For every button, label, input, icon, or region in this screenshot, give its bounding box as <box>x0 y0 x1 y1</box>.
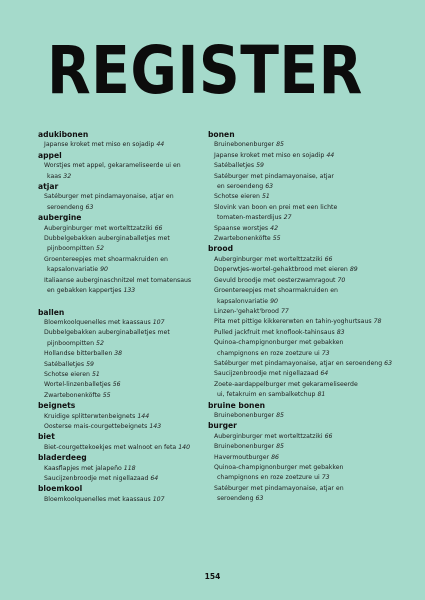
index-entry <box>38 422 216 432</box>
index-entry <box>38 244 216 254</box>
entry-text: Saucijzenbroodje met nigellazaad <box>44 475 149 482</box>
entry-page-number: 52 <box>96 339 104 347</box>
entry-text: Quinoa-champignonburger met gebakken <box>214 339 344 347</box>
entry-text: Pita met pittige kikkererwten en tahin-yoghurtsaus <box>214 318 372 326</box>
entry-text: Pulled jackfruit met knoflook-tahinsaus <box>214 328 335 336</box>
page-title: REGISTER <box>47 32 363 109</box>
entry-page-number: 42 <box>270 224 279 232</box>
index-entry <box>208 338 398 348</box>
index-entry <box>208 265 398 275</box>
index-heading: atjar <box>38 182 59 192</box>
index-entry <box>38 339 216 349</box>
index-entry <box>38 380 216 390</box>
entry-page-number: 55 <box>272 235 281 243</box>
index-entry <box>38 276 216 286</box>
entry-page-number: 66 <box>154 224 163 232</box>
index-heading: beignets <box>38 401 76 411</box>
entry-text: Biet-courgettekoekjes met walnoot en feta <box>44 443 177 451</box>
index-entry <box>208 234 398 244</box>
entry-page-number: 66 <box>324 255 333 263</box>
index-entry <box>38 443 216 453</box>
entry-text: Japanse kroket met miso en sojadip <box>214 151 325 159</box>
entry-page-number: 85 <box>276 411 284 419</box>
index-section <box>38 308 216 402</box>
entry-text: Linzen-'gehakt'brood <box>214 307 279 315</box>
index-entry <box>208 140 398 150</box>
entry-text: Auberginburger met wortelttzatziki <box>214 255 323 263</box>
index-section <box>208 130 398 244</box>
entry-text: Quinoa-champignonburger met gebakken <box>214 464 344 471</box>
index-section <box>38 151 216 182</box>
entry-text: kapsalonvariatie <box>47 266 99 274</box>
index-entry <box>38 234 216 244</box>
index-heading: biet <box>38 432 55 442</box>
index-heading: adukibonen <box>38 130 89 139</box>
entry-text: Gevuld broodje met oesterzwamragout <box>214 276 336 284</box>
index-entry <box>208 369 398 379</box>
index-entry <box>208 390 398 400</box>
index-column-right <box>208 130 398 505</box>
index-section <box>38 130 216 151</box>
index-entry <box>38 161 216 171</box>
entry-page-number: 140 <box>178 443 191 451</box>
entry-page-number: 85 <box>276 443 284 451</box>
index-section <box>38 484 216 505</box>
entry-page-number: 90 <box>100 266 108 274</box>
index-entry <box>38 360 216 370</box>
entry-text: Doperwtjes-wortel-gehaktbrood met eieren <box>214 266 348 274</box>
entry-page-number: 70 <box>337 276 346 284</box>
entry-text: Satéburger met pindamayonaise, atjar en <box>44 193 174 201</box>
entry-text: Wortel-linzenballetjes <box>44 381 111 389</box>
index-heading: appel <box>38 150 62 160</box>
entry-text: Italiaanse auberginaschnitzel met tomatensaus <box>44 276 192 284</box>
entry-text: Dubbelgebakken auberginaballetjes met <box>44 329 170 337</box>
entry-text: pijnboompitten <box>47 245 95 253</box>
entry-text: tomaten-masterdijus <box>217 214 282 222</box>
index-section <box>208 401 398 422</box>
entry-page-number: 90 <box>270 297 278 305</box>
index-section <box>208 421 398 504</box>
entry-text: Worstjes met appel, gekarameliseerde ui en <box>44 162 181 170</box>
index-entry <box>208 463 398 473</box>
index-entry <box>38 255 216 265</box>
entry-page-number: 64 <box>320 370 329 378</box>
index-entry <box>208 307 398 317</box>
entry-text: pijnboompitten <box>47 339 95 347</box>
index-entry <box>38 286 216 296</box>
index-entry <box>208 442 398 452</box>
index-entry <box>38 370 216 380</box>
index-entry <box>208 359 398 369</box>
index-entry <box>38 328 216 338</box>
index-entry <box>38 391 216 401</box>
entry-text: Zwartebonenköfte <box>44 391 101 399</box>
index-entry <box>38 172 216 182</box>
index-entry <box>208 473 398 483</box>
index-entry <box>208 255 398 265</box>
entry-text: Bloemkoolquenelles met kaassaus <box>44 318 151 326</box>
entry-page-number: 78 <box>373 318 382 326</box>
entry-page-number: 85 <box>276 141 284 149</box>
index-section <box>38 213 216 296</box>
index-heading: aubergine <box>38 213 82 223</box>
entry-text: Groentereepjes met shoarmakruiden en <box>214 287 338 295</box>
entry-text: Groentereepjes met shoarmakruiden en <box>44 255 168 263</box>
entry-text: kaas <box>47 172 62 180</box>
entry-text: Slovink van boon en prei met een lichte <box>214 203 338 211</box>
entry-text: Satéballetjes <box>214 162 255 170</box>
entry-page-number: 73 <box>321 474 330 482</box>
entry-page-number: 107 <box>152 318 165 326</box>
entry-page-number: 144 <box>137 412 150 420</box>
entry-page-number: 38 <box>114 350 123 358</box>
entry-page-number: 55 <box>102 391 111 399</box>
entry-text: Satéburger met pindamayonaise, atjar <box>214 172 334 180</box>
index-entry <box>208 224 398 234</box>
entry-page-number: 27 <box>283 214 292 222</box>
entry-page-number: 73 <box>321 349 330 357</box>
entry-text: Hollandse bitterballen <box>44 350 113 358</box>
entry-page-number: 51 <box>91 370 100 378</box>
entry-text: Bruinebonenburger <box>214 443 275 451</box>
entry-page-number: 59 <box>86 360 94 368</box>
entry-text: Havermoutburger <box>214 453 270 461</box>
entry-text: Auberginburger met wortelttzatziki <box>214 432 323 440</box>
index-heading: bruine bonen <box>208 400 266 410</box>
entry-text: champignons en roze zoetzure ui <box>217 474 320 482</box>
entry-text: Zoete-aardappelburger met gekarameliseerde <box>214 380 358 388</box>
entry-page-number: 66 <box>324 432 333 440</box>
entry-text: Dubbelgebakken auberginaballetjes met <box>44 235 170 243</box>
index-entry <box>38 224 216 234</box>
entry-text: seroendeng <box>47 203 84 211</box>
index-entry <box>208 432 398 442</box>
index-entry <box>208 161 398 171</box>
entry-text: Satéburger met pindamayonaise, atjar en <box>214 484 344 492</box>
entry-text: Kruidige splitterwtenbeignets <box>44 412 136 420</box>
index-entry <box>38 318 216 328</box>
entry-page-number: 77 <box>281 307 289 315</box>
entry-page-number: 63 <box>255 495 264 503</box>
index-heading: burger <box>208 421 237 431</box>
entry-page-number: 51 <box>261 193 270 201</box>
entry-page-number: 52 <box>96 245 104 253</box>
index-entry <box>38 474 216 484</box>
index-entry <box>208 317 398 327</box>
index-heading: bonen <box>208 130 235 139</box>
entry-text: Bloemkoolquenelles met kaassaus <box>44 495 151 503</box>
index-section <box>38 182 216 213</box>
index-entry <box>208 453 398 463</box>
index-entry <box>38 495 216 505</box>
entry-page-number: 44 <box>326 151 335 159</box>
index-entry <box>208 349 398 359</box>
entry-text: Saucijzenbroodje met nigellazaad <box>214 370 319 378</box>
entry-text: Schotse eieren <box>214 193 260 201</box>
index-entry <box>208 494 398 504</box>
index-entry <box>208 380 398 390</box>
entry-page-number: 32 <box>63 172 72 180</box>
entry-page-number: 83 <box>336 328 345 336</box>
index-entry <box>208 484 398 494</box>
entry-text: seroendeng <box>217 495 254 503</box>
index-entry <box>38 349 216 359</box>
index-heading: bloemkool <box>38 484 83 494</box>
entry-page-number: 133 <box>123 287 136 295</box>
index-entry <box>208 328 398 338</box>
index-section <box>208 244 398 400</box>
entry-text: Japanse kroket met miso en sojadip <box>44 141 155 149</box>
index-entry <box>38 412 216 422</box>
entry-page-number: 59 <box>256 162 264 170</box>
entry-page-number: 63 <box>384 359 393 367</box>
entry-text: Satéburger met pindamayonaise, atjar en seroendeng <box>214 359 383 367</box>
index-heading: bladerdeeg <box>38 453 87 463</box>
index-entry <box>38 203 216 213</box>
index-entry <box>208 172 398 182</box>
entry-page-number: 81 <box>317 391 326 399</box>
index-entry <box>208 411 398 421</box>
entry-text: en gebakken kappertjes <box>47 287 122 295</box>
entry-page-number: 63 <box>85 203 94 211</box>
entry-text: Satéballetjes <box>44 360 85 368</box>
entry-page-number: 64 <box>150 475 159 482</box>
entry-text: en seroendeng <box>217 183 264 191</box>
index-entry <box>38 464 216 474</box>
index-entry <box>208 276 398 286</box>
index-entry <box>38 192 216 202</box>
entry-page-number: 143 <box>149 422 162 430</box>
entry-text: kapsalonvariatie <box>217 297 269 305</box>
index-section <box>38 432 216 453</box>
entry-text: ui, fetakruim en sambalketchup <box>217 391 316 399</box>
entry-text: Spaanse worstjes <box>214 224 269 232</box>
entry-text: Bruinebonenburger <box>214 411 275 419</box>
entry-text: Kaasflapjes met jalapeño <box>44 464 122 472</box>
index-entry <box>208 213 398 223</box>
entry-page-number: 63 <box>265 183 274 191</box>
index-entry <box>208 203 398 213</box>
index-heading: ballen <box>38 307 65 317</box>
page-number: 154 <box>204 572 221 581</box>
entry-page-number: 89 <box>349 266 358 274</box>
entry-text: champignons en roze zoetzure ui <box>217 349 320 357</box>
index-entry <box>38 265 216 275</box>
entry-text: Schotse eieren <box>44 370 90 378</box>
index-entry <box>208 297 398 307</box>
index-section <box>38 453 216 484</box>
entry-page-number: 56 <box>112 381 121 389</box>
index-entry <box>208 286 398 296</box>
index-column-left <box>38 130 216 505</box>
index-section <box>38 401 216 432</box>
entry-page-number: 44 <box>156 141 165 149</box>
entry-text: Auberginburger met wortelttzatziki <box>44 224 153 232</box>
entry-page-number: 118 <box>123 464 136 472</box>
entry-page-number: 86 <box>271 453 279 461</box>
entry-text: Oosterse mais-courgettebeignets <box>44 422 148 430</box>
index-entry <box>38 140 216 150</box>
entry-text: Zwartebonenköfte <box>214 235 271 243</box>
index-entry <box>208 192 398 202</box>
index-heading: brood <box>208 244 234 254</box>
entry-page-number: 107 <box>152 495 165 503</box>
index-entry <box>208 182 398 192</box>
index-entry <box>208 151 398 161</box>
entry-text: Bruinebonenburger <box>214 141 275 149</box>
